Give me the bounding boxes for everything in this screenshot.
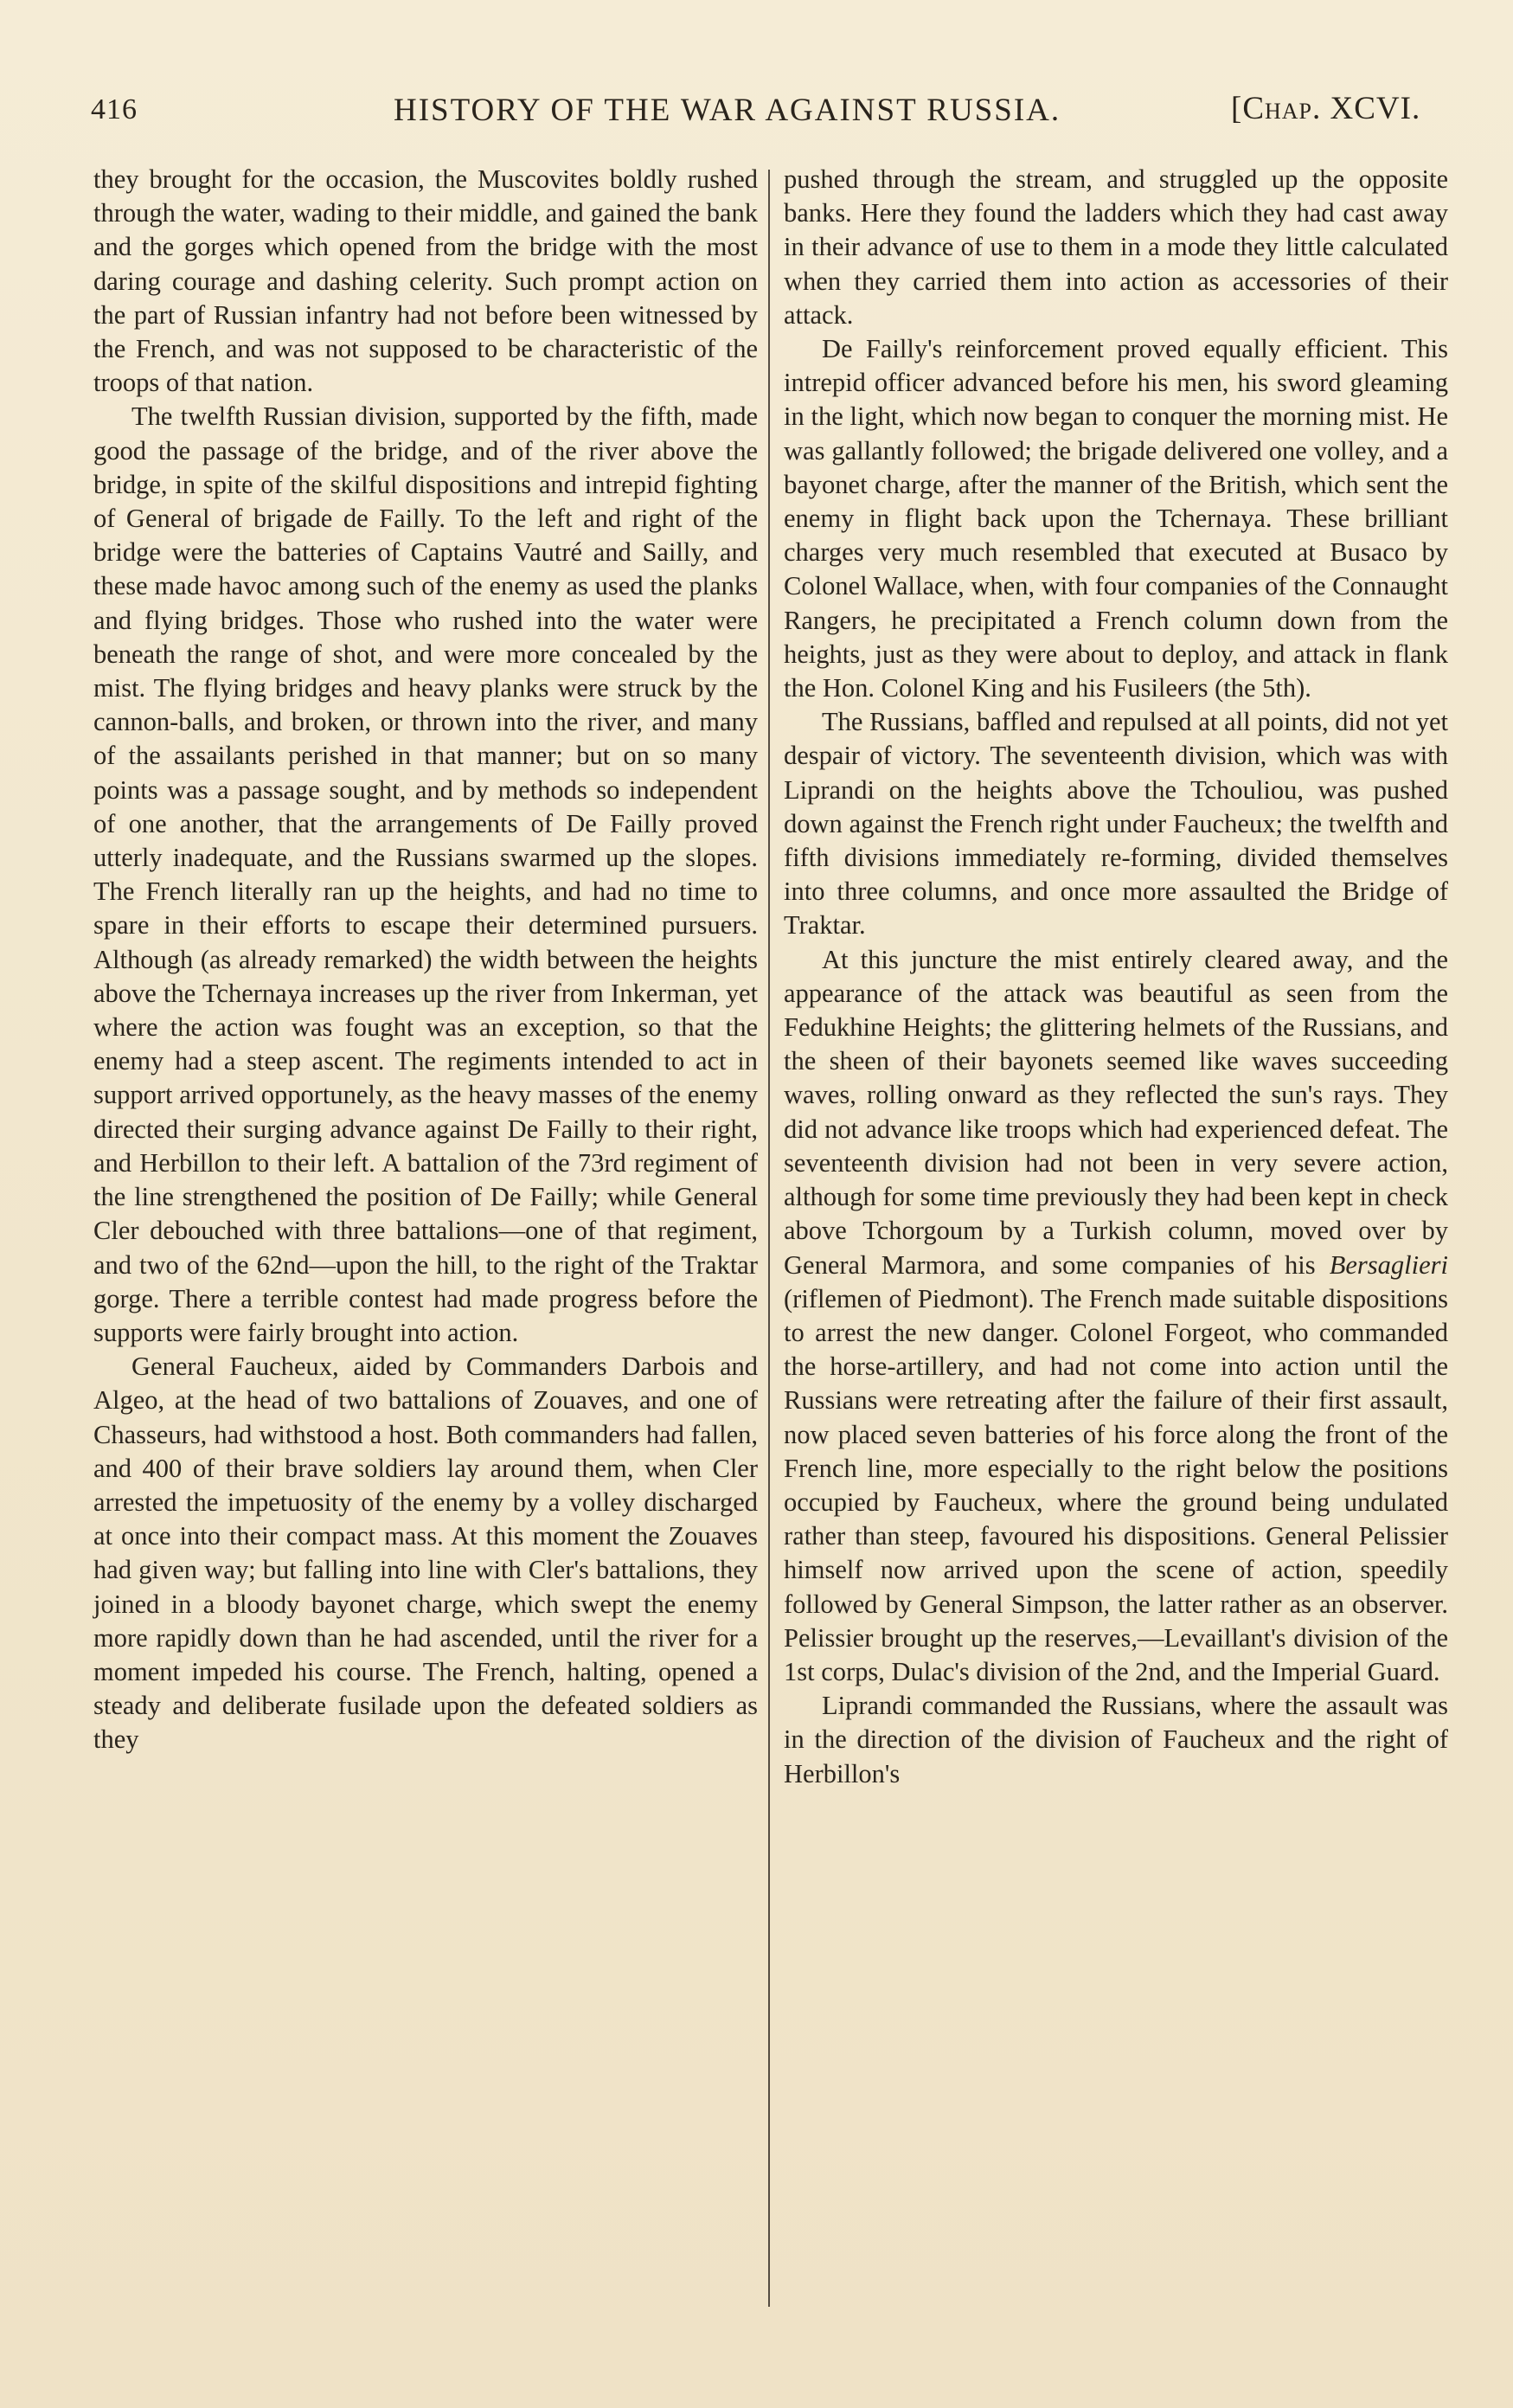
right-column	[784, 163, 1448, 1791]
paragraph: The twelfth Russian division, supported by the fifth, made good the passage of the bridge, and of the river above the bridge, in spite of the skilful dispositions and intrepid fighting of General of brigade de Failly. To the left and right of the bridge were the batteries of Captains Vautré and Sailly, and these made havoc among such of the enemy as used the planks and flying bridges. Those who rushed into the water were beneath the range of shot, and were more concealed by the mist. The flying bridges and heavy planks were struck by the cannon-balls, and broken, or thrown into the river, and many of the assailants perished in that manner; but on so many points was a passage sought, and by methods so independent of one another, that the arrangements of De Failly proved utterly inadequate, and the Russians swarmed up the slopes. The French literally ran up the heights, and had no time to spare in their efforts to escape their determined pursuers. Although (as already remarked) the width between the heights above the Tchernaya increases up the river from Inkerman, yet where the action was fought was an exception, so that the enemy had a steep ascent. The regiments intended to act in support arrived opportunely, as the heavy masses of the enemy directed their surging advance against De Failly to their right, and Herbillon to their left. A battalion of the 73rd regiment of the line strengthened the position of De Failly; while General Cler debouched with three battalions—one of that regiment, and two of the 62nd—upon the hill, to the right of the Traktar gorge. There a terrible contest had made progress before the supports were fairly brought into action.	[93, 401, 758, 1347]
page-number: 416	[91, 93, 138, 125]
running-title: HISTORY OF THE WAR AGAINST RUSSIA.	[394, 93, 1061, 128]
chapter-reference: [Chap. XCVI.	[1231, 91, 1421, 126]
paragraph: De Failly's reinforcement proved equally efficient. This intrepid officer advanced before his men, his sword gleaming in the light, which now began to conquer the morning mist. He was gallantly followed; the brigade delivered one volley, and a bayonet charge, after the manner of the British, which sent the enemy in flight back upon the Tchernaya. These brilliant charges very much resembled that executed at Busaco by Colonel Wallace, when, with four companies of the Connaught Rangers, he precipitated a French column down from the heights, just as they were about to deploy, and attack in flank the Hon. Colonel King and his Fusileers (the 5th).	[784, 334, 1448, 703]
paragraph: they brought for the occasion, the Muscovites boldly rushed through the water, wading to their middle, and gained the bank and the gorges which opened from the bridge with the most daring courage and dashing celerity. Such prompt action on the part of Russian infantry had not before been witnessed by the French, and was not supposed to be characteristic of the troops of that nation.	[93, 164, 758, 398]
paragraph	[784, 943, 1448, 1689]
column-divider	[768, 170, 770, 2307]
paragraph: pushed through the stream, and struggled up the opposite banks. Here they found the ladders which they had cast away in their advance of use to them in a mode they little calculated when they carried them into action as accessories of their attack.	[784, 164, 1448, 330]
paragraph-text: (riflemen of Piedmont). The French made suitable dispositions to arrest the new danger. Colonel Forgeot, who commanded the horse-artillery, and had not come into action until the Russians were retreating after the failure of their first assault, now placed seven batteries of his force along the front of the French line, more especially to the right below the positions occupied by Faucheux, where the ground being undulated rather than steep, favoured his dispositions. General Pelissier himself now arrived upon the scene of action, speedily followed by General Simpson, the latter rather as an observer. Pelissier brought up the reserves,—Levaillant's division of the 1st corps, Dulac's division of the 2nd, and the Imperial Guard.	[784, 1283, 1448, 1686]
paragraph-text: At this juncture the mist entirely cleared away, and the appearance of the attack was beautiful as seen from the Fedukhine Heights; the glittering helmets of the Russians, and the sheen of their bayonets seemed like waves succeeding waves, rolling onward as they reflected the sun's rays. They did not advance like troops which had experienced defeat. The seventeenth division had not been in very severe action, although for some time previously they had been kept in check above Tchorgoum by a Turkish column, moved over by General Marmora, and some companies of his	[784, 944, 1448, 1280]
paragraph: The Russians, baffled and repulsed at all points, did not yet despair of victory. The seventeenth division, which was with Liprandi on the heights above the Tchouliou, was pushed down against the French right under Faucheux; the twelfth and fifth divisions immediately re-forming, divided themselves into three columns, and once more assaulted the Bridge of Traktar.	[784, 707, 1448, 941]
paragraph: Liprandi commanded the Russians, where the assault was in the direction of the division of Faucheux and the right of Herbillon's	[784, 1691, 1448, 1788]
running-header	[91, 88, 1449, 140]
left-column	[93, 163, 758, 1757]
italic-term: Bersaglieri	[1329, 1249, 1448, 1280]
paragraph: General Faucheux, aided by Commanders Darbois and Algeo, at the head of two battalions of Zouaves, and one of Chasseurs, had withstood a host. Both commanders had fallen, and 400 of their brave soldiers lay around them, when Cler arrested the impetuosity of the enemy by a volley discharged at once into their compact mass. At this moment the Zouaves had given way; but falling into line with Cler's battalions, they joined in a bloody bayonet charge, which swept the enemy more rapidly down than he had ascended, until the river for a moment impeded his course. The French, halting, opened a steady and deliberate fusilade upon the defeated soldiers as they	[93, 1352, 758, 1755]
